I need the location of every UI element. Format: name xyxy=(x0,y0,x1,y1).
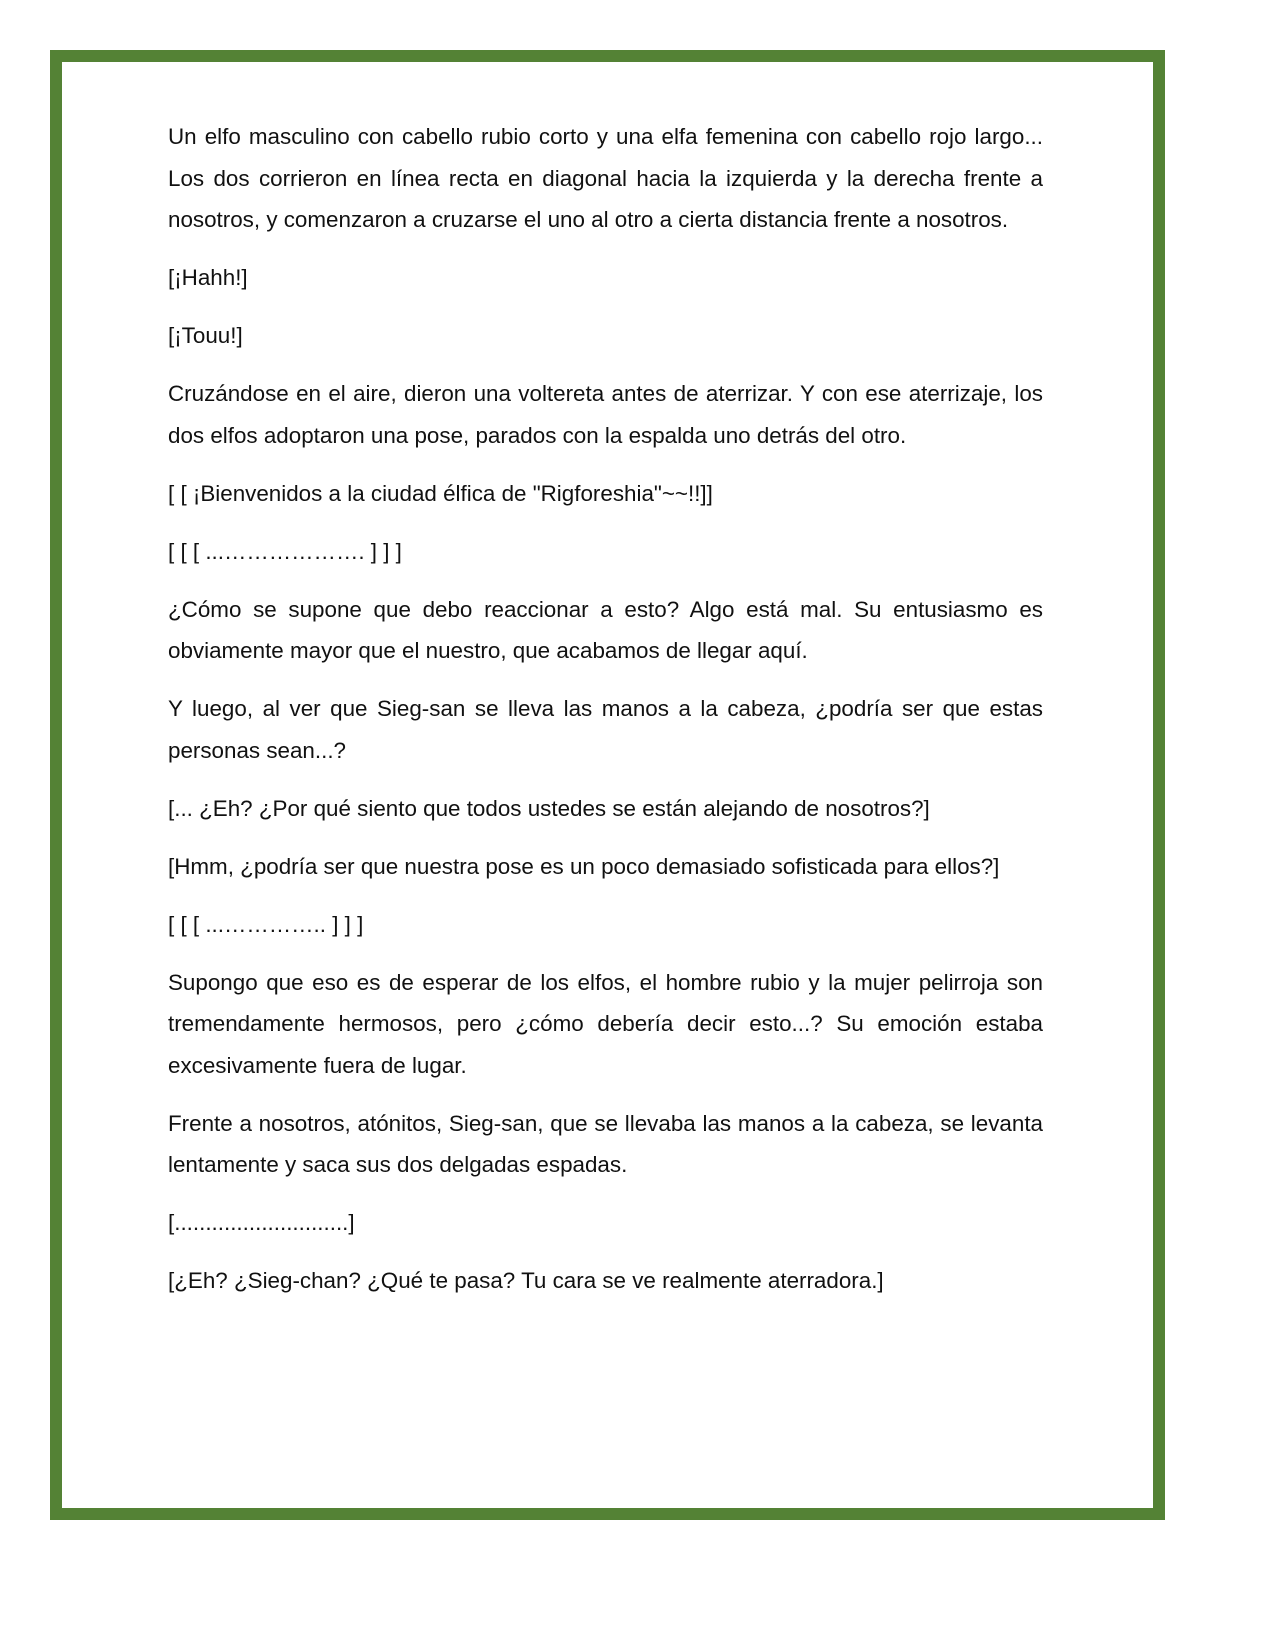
paragraph: Frente a nosotros, atónitos, Sieg-san, que se llevaba las manos a la cabeza, se levanta lentamente y saca sus dos delgadas espadas. xyxy=(168,1110,1043,1177)
document-body xyxy=(168,116,1043,1318)
paragraph: Un elfo masculino con cabello rubio corto y una elfa femenina con cabello rojo largo... Los dos corrieron en línea recta en diagonal hacia la izquierda y la derecha frente a nosotros, y comenzaron a cruzarse el uno al otro a cierta distancia frente a nosotros. xyxy=(168,124,1043,232)
paragraph: ¿Cómo se supone que debo reaccionar a esto? Algo está mal. Su entusiasmo es obviamente mayor que el nuestro, que acabamos de llegar aquí. xyxy=(168,596,1043,663)
paragraph: Cruzándose en el aire, dieron una voltereta antes de aterrizar. Y con ese aterrizaje, los dos elfos adoptaron una pose, parados con la espalda uno detrás del otro. xyxy=(168,381,1043,448)
dialogue-line: [¡Hahh!] xyxy=(168,265,248,290)
dialogue-line: [ [ ¡Bienvenidos a la ciudad élfica de "Rigforeshia"~~!!]] xyxy=(168,480,713,506)
dialogue-line: [ [ [ ...………………. ] ] ] xyxy=(168,538,402,564)
paragraph: Y luego, al ver que Sieg-san se lleva las manos a la cabeza, ¿podría ser que estas personas sean...? xyxy=(168,696,1043,763)
paragraph: Supongo que eso es de esperar de los elfos, el hombre rubio y la mujer pelirroja son tremendamente hermosos, pero ¿cómo debería decir esto...? Su emoción estaba excesivamente fuera de lugar. xyxy=(168,969,1043,1078)
dialogue-line: [Hmm, ¿podría ser que nuestra pose es un poco demasiado sofisticada para ellos?] xyxy=(168,853,1000,879)
dialogue-line: [............................] xyxy=(168,1210,355,1235)
dialogue-line: [¿Eh? ¿Sieg-chan? ¿Qué te pasa? Tu cara se ve realmente aterradora.] xyxy=(168,1268,884,1293)
dialogue-line: [¡Touu!] xyxy=(168,323,243,348)
dialogue-line: [... ¿Eh? ¿Por qué siento que todos ustedes se están alejando de nosotros?] xyxy=(168,795,930,821)
dialogue-line: [ [ [ ...………….. ] ] ] xyxy=(168,911,364,937)
